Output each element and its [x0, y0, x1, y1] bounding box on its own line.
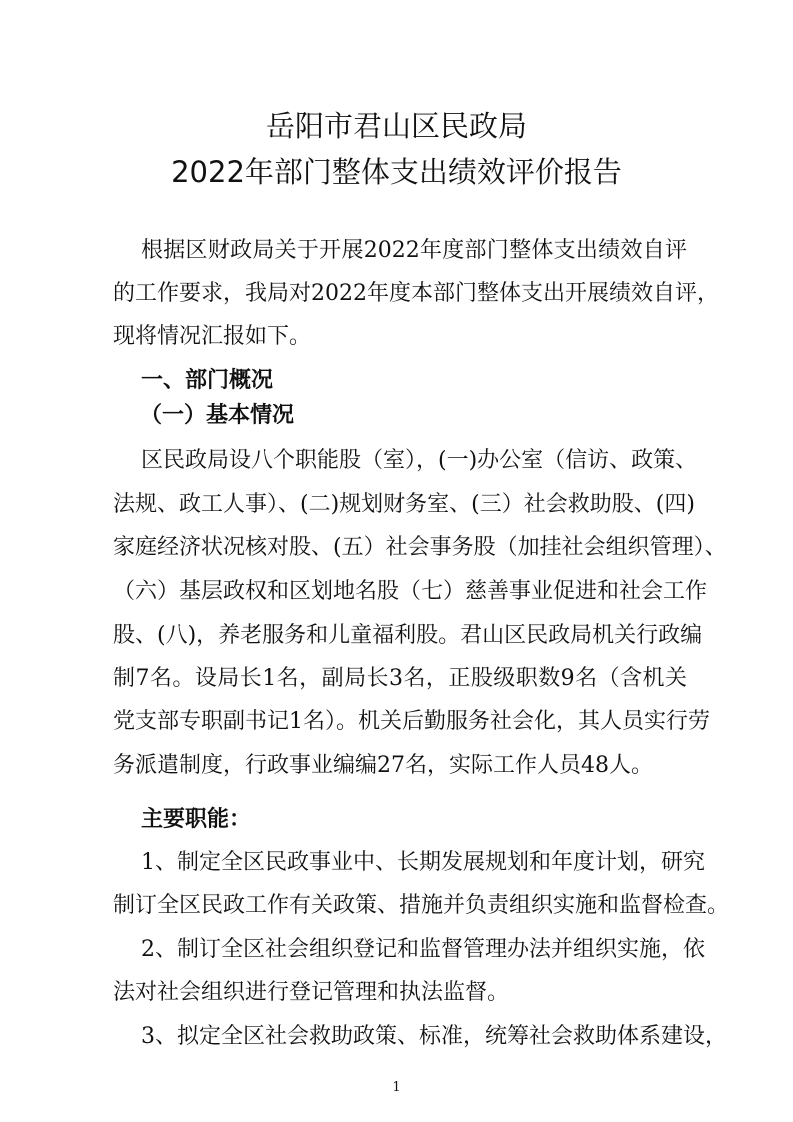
basic-line: 股、(八)，养老服务和儿童福利股。君山区民政局机关行政编 — [113, 623, 703, 648]
intro-line: 现将情况汇报如下。 — [113, 324, 312, 349]
page-number: 1 — [392, 1080, 401, 1095]
basic-line: 务派遣制度，行政事业编编27名，实际工作人员48人。 — [113, 753, 653, 778]
function-line: 3、拟定全区社会救助政策、标准，统筹社会救助体系建设， — [141, 1024, 727, 1049]
function-line: 1、制定全区民政事业中、长期发展规划和年度计划，研究 — [141, 850, 705, 875]
subsection-heading: （一）基本情况 — [140, 403, 295, 428]
basic-line: 党支部专职副书记1名）。机关后勤服务社会化，其人员实行劳 — [113, 709, 710, 734]
basic-line: 区民政局设八个职能股（室），(一)办公室（信访、政策、 — [141, 448, 698, 473]
basic-line: （六）基层政权和区划地名股（七）慈善事业促进和社会工作 — [113, 579, 708, 604]
basic-line: 制7名。设局长1名，副局长3名，正股级职数9名（含机关 — [113, 666, 687, 691]
section-heading: 一、部门概况 — [141, 368, 274, 393]
title-line-2: 2022年部门整体支出绩效评价报告 — [171, 155, 622, 189]
intro-line: 的工作要求，我局对2022年度本部门整体支出开展绩效自评， — [113, 281, 719, 306]
function-line: 2、制订全区社会组织登记和监督管理办法并组织实施，依 — [141, 937, 705, 962]
function-line: 制订全区民政工作有关政策、措施并负责组织实施和监督检查。 — [113, 893, 730, 918]
function-line: 法对社会组织进行登记管理和执法监督。 — [113, 980, 510, 1005]
basic-line: 家庭经济状况核对股、(五）社会事务股（加挂社会组织管理）、 — [113, 535, 727, 560]
intro-line: 根据区财政局关于开展2022年度部门整体支出绩效自评 — [141, 238, 687, 263]
basic-line: 法规、政工人事）、(二)规划财务室、(三）社会救助股、(四) — [113, 492, 695, 517]
functions-heading: 主要职能： — [141, 807, 252, 832]
title-line-1: 岳阳市君山区民政局 — [265, 109, 527, 143]
